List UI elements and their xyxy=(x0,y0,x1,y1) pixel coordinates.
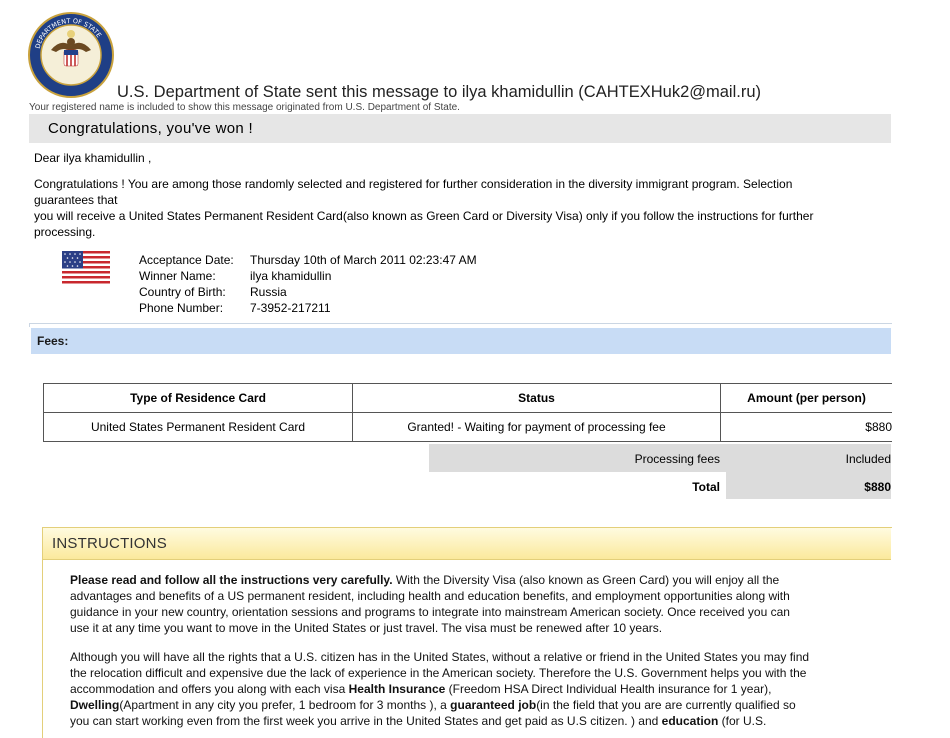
winner-info xyxy=(139,252,477,316)
instructions-title: INSTRUCTIONS xyxy=(43,528,891,560)
header-note: Your registered name is included to show this message originated from U.S. Department of State. xyxy=(29,102,460,113)
greeting: Dear ilya khamidullin , xyxy=(34,151,152,165)
col-header-card-type: Type of Residence Card xyxy=(44,384,353,413)
svg-text:DEPARTMENT OF STATE: DEPARTMENT OF STATE xyxy=(33,16,103,50)
fees-table xyxy=(43,383,892,442)
header-message: U.S. Department of State sent this message to ilya khamidullin (CAHTEXHuk2@mail.ru) xyxy=(117,83,761,101)
table-row xyxy=(44,413,893,442)
col-header-status: Status xyxy=(353,384,721,413)
info-row-winner-name: Winner Name: ilya khamidullin xyxy=(139,269,332,283)
total-value-cell xyxy=(726,472,891,499)
fees-frame xyxy=(29,323,892,327)
cell-status: Granted! - Waiting for payment of processing fee xyxy=(353,413,721,442)
total-label: Total xyxy=(692,480,720,494)
us-flag-icon xyxy=(62,251,110,284)
info-row-acceptance-date: Acceptance Date: Thursday 10th of March 2011 02:23:47 AM xyxy=(139,253,477,267)
col-header-amount: Amount (per person) xyxy=(721,384,893,413)
cell-card-type: United States Permanent Resident Card xyxy=(44,413,353,442)
cell-amount: $880 xyxy=(721,413,893,442)
intro-paragraph: Congratulations ! You are among those randomly selected and registered for further consideration in the diversity immigrant program. Selection guarantees that you will receive a United States Permanent Resident Card(also known as Green Card or Diversity Visa) only if you follow the instructions for further processing. xyxy=(34,177,814,239)
processing-fees-row xyxy=(429,444,891,472)
info-row-phone-number: Phone Number: 7-3952-217211 xyxy=(139,301,331,315)
processing-fees-value: Included xyxy=(845,452,891,466)
congratulations-title: Congratulations, you've won ! xyxy=(29,114,891,143)
total-value: $880 xyxy=(864,480,891,494)
processing-fees-label: Processing fees xyxy=(634,452,720,466)
table-header-row xyxy=(44,384,893,413)
instructions-paragraph-2: Although you will have all the rights that a U.S. citizen has in the United States, without a relative or friend in the United States you may find the relocation difficult and expensive due the lack of experience in the American society. Therefore the U.S. Government helps you with the accommodation and offers you along with each visa Health Insurance (Freedom HSA Direct Individual Health insurance for 1 year), Dwelling(Apartment in any city you prefer, 1 bedroom for 3 months ), a guaranteed job(in the field that you are are currently qualified so you can start working even from the first week you arrive in the United States and get paid as U.S citizen. ) and education (for U.S. xyxy=(70,650,810,728)
fees-title: Fees: xyxy=(31,328,891,354)
department-of-state-seal xyxy=(28,12,114,98)
instructions-paragraph-1: Please read and follow all the instructions very carefully. With the Diversity Visa (also known as Green Card) you will enjoy all the advantages and benefits of a US permanent resident, including health and education benefits, and employment opportunities along with guidance in your new country, orientation sessions and programs to integrate into mainstream American society. Once received you can use it at any time you want to move in the United States or just travel. The visa must be renewed after 10 years. xyxy=(70,573,790,635)
info-row-country-of-birth: Country of Birth: Russia xyxy=(139,285,287,299)
